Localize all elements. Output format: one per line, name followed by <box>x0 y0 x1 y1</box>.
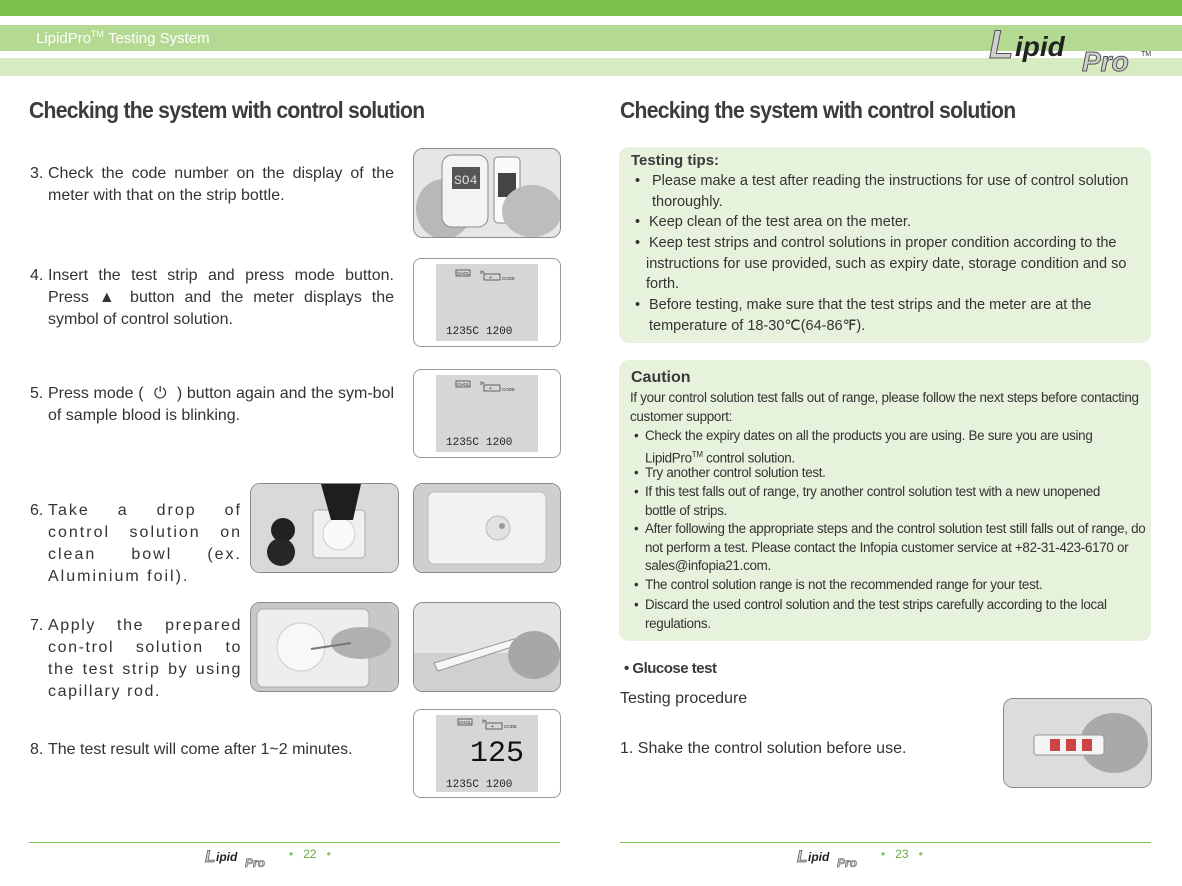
svg-text:⊳: ⊳ <box>482 719 488 725</box>
footer-logo-left <box>205 844 277 870</box>
svg-text:CHOL: CHOL <box>459 720 472 725</box>
lipidpro-logo <box>985 18 1160 78</box>
step-6: 6. Take a drop of control solution on clean bowl (ex. Aluminium foil). <box>30 502 242 585</box>
svg-text:ipid: ipid <box>808 850 830 864</box>
header-title: LipidPro™ Testing System <box>36 29 210 47</box>
lcd-display-result <box>413 709 561 798</box>
right-page-heading: Checking the system with control solution <box>620 97 1016 123</box>
svg-text:⊳: ⊳ <box>480 381 486 387</box>
svg-text:TM: TM <box>1141 51 1152 58</box>
svg-text:+: + <box>491 724 494 730</box>
svg-text:L: L <box>797 847 808 866</box>
caution-item: • If this test falls out of range, try another control solution test with a new unopened bottle of strips. <box>634 484 1101 518</box>
right-footer-line <box>620 842 1151 843</box>
svg-text:Pro: Pro <box>245 856 266 870</box>
meter-and-strip-bottle-photo <box>413 148 561 238</box>
svg-text:+: + <box>489 386 492 392</box>
tip-item: • Please make a test after reading the instructions for use of control solution thoroughly. <box>635 173 1129 210</box>
svg-text:ipid: ipid <box>1015 31 1065 62</box>
strip-insertion-photo <box>413 602 561 692</box>
svg-text:CODE: CODE <box>502 276 516 281</box>
power-mode-icon: ⏻ <box>153 385 167 402</box>
up-arrow-icon: ▲ <box>98 289 121 306</box>
page-number-right: • 23 • <box>881 847 923 861</box>
svg-text:CHOL: CHOL <box>457 271 470 276</box>
svg-text:125: 125 <box>470 737 525 771</box>
header-band-top <box>0 0 1182 16</box>
svg-text:1200: 1200 <box>486 437 513 449</box>
svg-text:Pro: Pro <box>1082 46 1129 77</box>
shake-solution-photo <box>1003 698 1152 788</box>
procedure-step-1: 1. Shake the control solution before use. <box>620 740 907 757</box>
caution-item: • Check the expiry dates on all the products you are using. Be sure you are using LipidPro™ control solution. <box>634 428 1093 465</box>
svg-text:1235C: 1235C <box>446 779 480 791</box>
svg-text:Pro: Pro <box>837 856 858 870</box>
caution-item: • Try another control solution test. <box>634 465 826 480</box>
svg-text:1200: 1200 <box>486 779 513 791</box>
caution-title: Caution <box>631 369 691 386</box>
svg-text:L: L <box>989 23 1014 67</box>
svg-text:1200: 1200 <box>486 326 513 338</box>
step-3: 3. Check the code number on the display of the meter with that on the strip bottle. <box>30 165 394 204</box>
tip-item: • Keep clean of the test area on the meter. <box>635 214 911 230</box>
svg-text:⊳: ⊳ <box>480 270 486 276</box>
step-8: 8. The test result will come after 1~2 minutes. <box>30 741 353 758</box>
step-7: 7. Apply the prepared con-trol solution to the test strip by using capillary rod. <box>30 617 242 700</box>
svg-text:1235C: 1235C <box>446 326 480 338</box>
left-footer-line <box>29 842 560 843</box>
caution-item: • Discard the used control solution and the test strips carefully according to the local regulations. <box>634 597 1107 631</box>
svg-text:CODE: CODE <box>504 724 518 729</box>
left-page-heading: Checking the system with control solution <box>29 97 425 123</box>
testing-tips-title: Testing tips: <box>631 152 720 169</box>
svg-text:+: + <box>489 275 492 281</box>
caution-box <box>619 360 1151 641</box>
caution-intro: If your control solution test falls out of range, please follow the next steps before contacting customer support: <box>630 390 1139 424</box>
svg-text:SO4: SO4 <box>454 173 478 188</box>
lcd-display-control-symbol <box>413 258 561 347</box>
testing-procedure-heading: Testing procedure <box>620 690 748 707</box>
lcd-display-blood-symbol <box>413 369 561 458</box>
tip-item: • Keep test strips and control solutions in proper condition according to the instructions for use provided, such as expiry date, storage condition and so forth. <box>635 235 1127 292</box>
bottle-and-bowl-photo <box>250 483 399 573</box>
glucose-test-heading: • Glucose test <box>624 660 717 677</box>
testing-tips-box <box>619 147 1151 343</box>
caution-item: • The control solution range is not the recommended range for your test. <box>634 577 1043 592</box>
svg-text:L: L <box>205 847 216 866</box>
svg-text:CODE: CODE <box>502 387 516 392</box>
caution-item: • After following the appropriate steps and the control solution test still falls out of range, do not perform a test. Please contact the Infopia customer service at +82-31-423-6170 or sales@infopia21.com. <box>634 521 1146 573</box>
page-number-left: • 22 • <box>289 847 331 861</box>
drop-on-bowl-photo <box>413 483 561 573</box>
svg-text:1235C: 1235C <box>446 437 480 449</box>
footer-logo-right <box>797 844 869 870</box>
tip-item: • Before testing, make sure that the test strips and the meter are at the temperature of 18-30℃(64-86℉). <box>635 297 1092 334</box>
svg-text:CHOL: CHOL <box>457 382 470 387</box>
svg-text:ipid: ipid <box>216 850 238 864</box>
apply-solution-photo <box>250 602 399 692</box>
step-4: 4. Insert the test strip and press mode button. Press ▲ button and the meter displays the symbol of control solution. <box>30 267 395 328</box>
step-5: 5. Press mode ( ⏻ ) button again and the sym-bol of sample blood is blinking. <box>30 385 394 424</box>
